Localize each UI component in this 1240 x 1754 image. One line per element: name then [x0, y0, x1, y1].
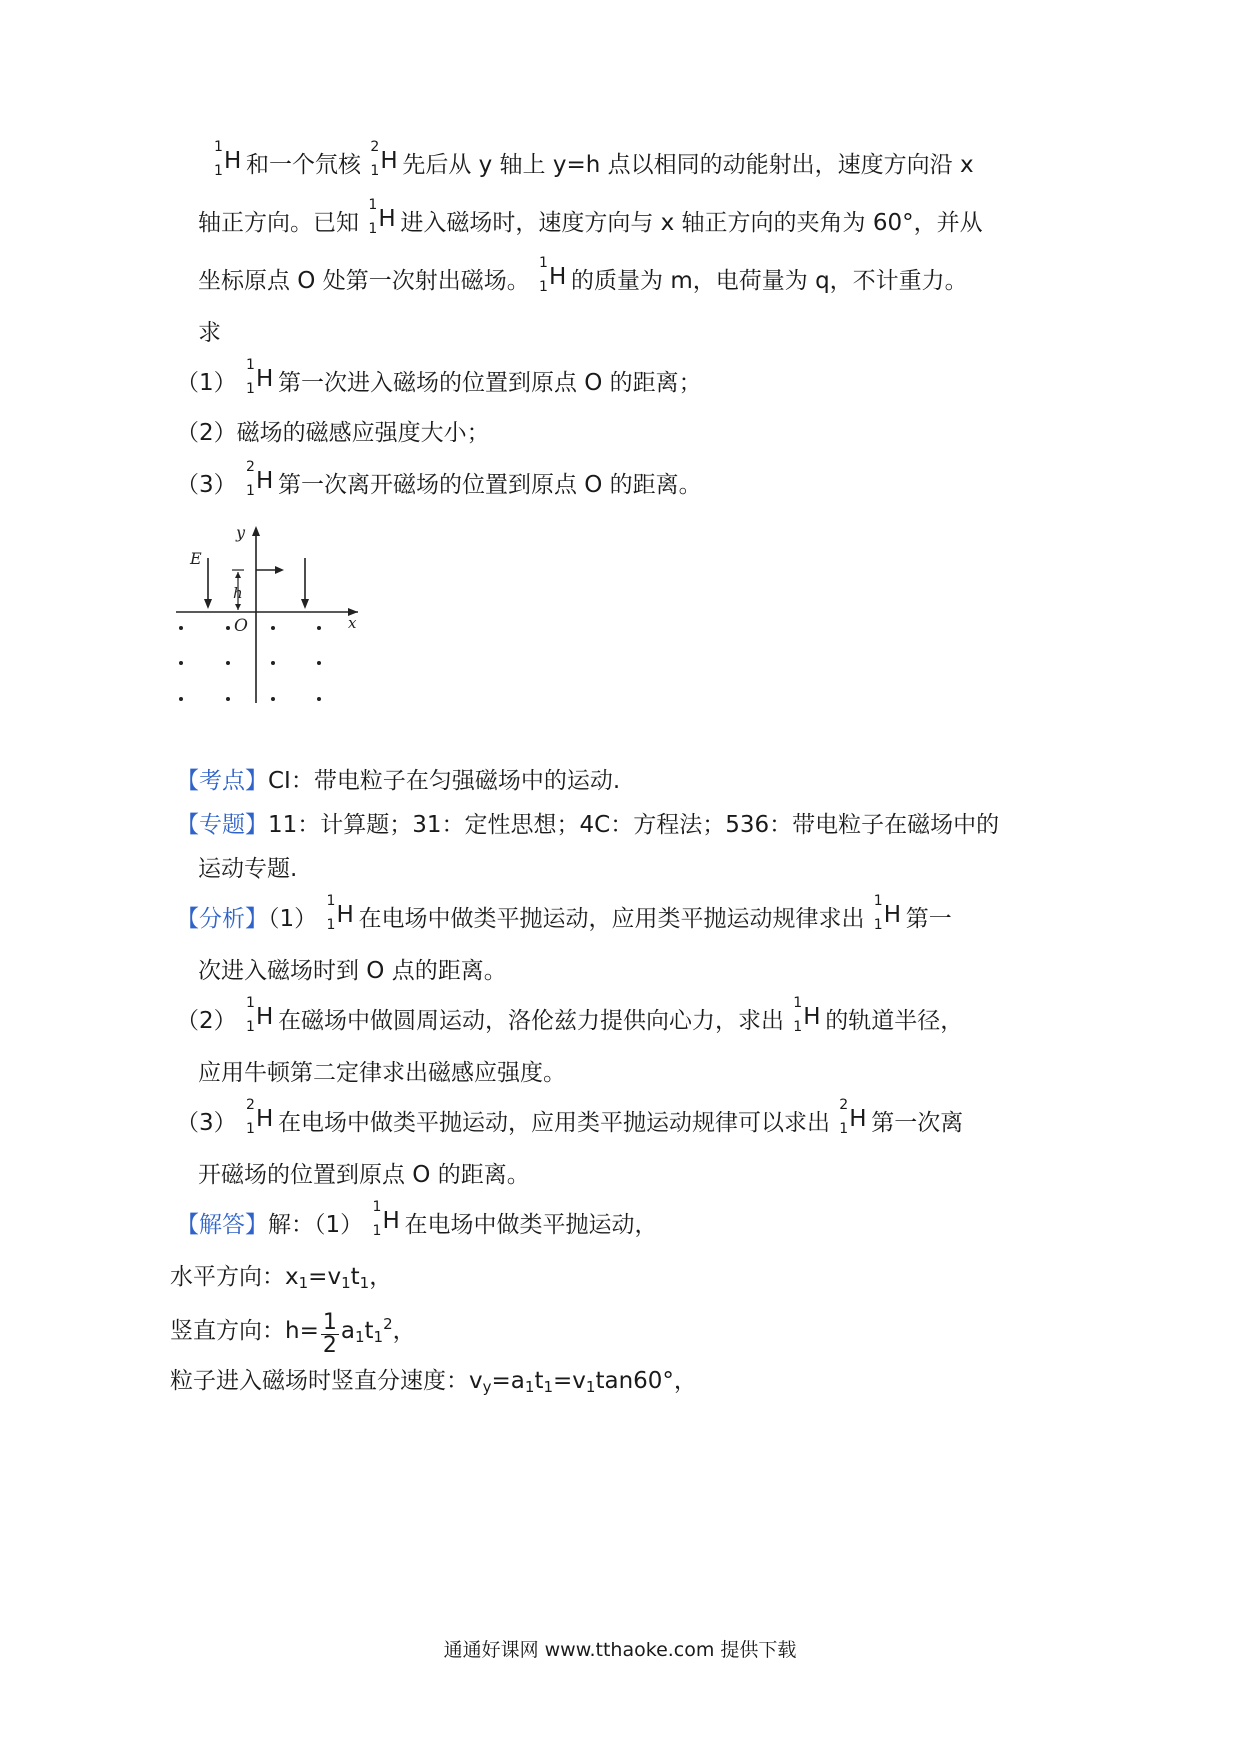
question-3 [176, 459, 702, 499]
magnetic-field-dots [179, 626, 321, 701]
text: 第一 [905, 906, 952, 932]
equation-2 [170, 1312, 416, 1357]
text: 解：（1） [268, 1212, 364, 1238]
isotope-h1: 1 1 H [214, 139, 242, 179]
fenxi-1 [176, 893, 952, 933]
text: 在电场中做类平抛运动，应用类平抛运动规律可以求出 [277, 1110, 830, 1136]
isotope-h2: 2 1 H [370, 139, 398, 179]
problem-line-1 [212, 139, 974, 179]
text: （2） [176, 1008, 237, 1034]
zhuanti [176, 814, 999, 837]
zhuanti-cont: 运动专题. [198, 856, 298, 882]
text: CI：带电粒子在匀强磁场中的运动. [268, 768, 621, 794]
e-field-arrowhead [204, 599, 212, 609]
isotope-h2: 2 1 H [839, 1097, 867, 1137]
text: 的质量为 m，电荷量为 q，不计重力。 [571, 268, 968, 294]
field-diagram [188, 523, 378, 718]
isotope-h1: 1 1 H [793, 995, 821, 1035]
isotope-h2: 2 1 H [245, 459, 274, 499]
text: 第一次进入磁场的位置到原点 O 的距离； [277, 370, 702, 396]
isotope-h1: 1 1 H [539, 255, 567, 295]
h-arrow-down [235, 604, 241, 610]
equation-1 [170, 1266, 392, 1291]
text: 进入磁场时，速度方向与 x 轴正方向的夹角为 60°，并从 [400, 210, 983, 236]
label-e: E [190, 549, 202, 568]
isotope-h1: 1 1 H [326, 893, 354, 933]
label-x: x [348, 614, 357, 632]
text: 第一次离开磁场的位置到原点 O 的距离。 [277, 472, 702, 498]
fenxi-tag: 【分析】 [176, 906, 268, 932]
problem-line-3 [198, 255, 968, 295]
label-o: O [234, 616, 248, 636]
isotope-h1: 1 1 H [873, 893, 902, 933]
fenxi-1-cont: 次进入磁场时到 O 点的距离。 [198, 958, 507, 984]
fenxi-2-cont: 应用牛顿第二定律求出磁感应强度。 [198, 1060, 566, 1086]
h-arrow-up [235, 572, 241, 578]
text: （1） [268, 906, 318, 932]
eq-tail: tan60°， [595, 1368, 697, 1394]
isotope-h2: 2 1 H [245, 1097, 274, 1137]
kaodian [176, 770, 620, 793]
text: 先后从 y 轴上 y=h 点以相同的动能射出，速度方向沿 x [402, 152, 974, 178]
e-field-arrowhead [301, 599, 309, 609]
text: 在磁场中做圆周运动，洛伦兹力提供向心力，求出 [277, 1008, 784, 1034]
eq-label: 竖直方向： [170, 1318, 285, 1344]
equation-3 [170, 1370, 697, 1395]
text: （3） [176, 1110, 237, 1136]
eq-body: h= $\frac{1}{2}$ $a1t1^2$， [285, 1310, 416, 1358]
fenxi-2 [176, 995, 964, 1035]
text: 的轨道半径， [825, 1008, 964, 1034]
velocity-arrowhead [275, 566, 284, 574]
label-y: y [236, 523, 246, 542]
eq-label: 粒子进入磁场时竖直分速度： [170, 1368, 469, 1394]
isotope-h1: 1 1 H [245, 995, 274, 1035]
fenxi-3-cont: 开磁场的位置到原点 O 的距离。 [198, 1162, 530, 1188]
isotope-h1: 1 1 H [245, 357, 274, 397]
kaodian-tag: 【考点】 [176, 768, 268, 794]
question-1 [176, 357, 702, 397]
fenxi-3 [176, 1097, 964, 1137]
text: 坐标原点 O 处第一次射出磁场。 [198, 268, 530, 294]
isotope-h1: 1 1 H [372, 1199, 400, 1239]
isotope-h1: 1 1 H [368, 197, 396, 237]
eq-label: 水平方向： [170, 1264, 285, 1290]
question-number: （3） [176, 472, 237, 498]
text: 11：计算题；31：定性思想；4C：方程法；536：带电粒子在磁场中的 [268, 812, 1000, 838]
problem-line-4: 求 [198, 320, 221, 346]
text: 和一个氘核 [246, 152, 361, 178]
jieda [176, 1199, 658, 1239]
y-axis-arrow [252, 526, 260, 536]
text: 在电场中做类平抛运动， [404, 1212, 658, 1238]
eq-body: vy=a1t1=v1 [469, 1368, 596, 1396]
text: 轴正方向。已知 [198, 210, 359, 236]
text: 在电场中做类平抛运动，应用类平抛运动规律求出 [358, 906, 865, 932]
jieda-tag: 【解答】 [176, 1212, 268, 1238]
problem-line-2 [198, 197, 983, 237]
footer-text: 通通好课网 www.tthaoke.com 提供下载 [443, 1639, 797, 1661]
text: 第一次离 [871, 1110, 964, 1136]
question-2: （2）磁场的磁感应强度大小； [176, 420, 490, 446]
zhuanti-tag: 【专题】 [176, 812, 268, 838]
question-number: （1） [176, 370, 237, 396]
eq-body: x1=v1t1， [285, 1264, 393, 1292]
label-h: h [233, 584, 243, 602]
